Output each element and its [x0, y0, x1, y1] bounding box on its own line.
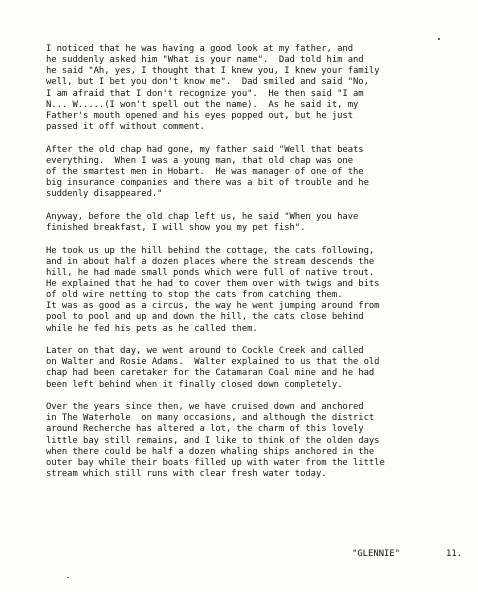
- text-line: pool to pool and up and down the hill, the cats close behind: [46, 312, 364, 323]
- paragraph: [46, 44, 471, 133]
- text-line: well, but I bet you don't know me". Dad smiled and said "No,: [46, 77, 369, 88]
- text-line: outer bay while their boats filled up with water from the little: [46, 457, 385, 468]
- text-line: and in about half a dozen places where the stream descends the: [46, 256, 375, 267]
- text-line: finished breakfast, I will show you my pet fish".: [46, 222, 306, 233]
- text-line: Later on that day, we went around to Cockle Creek and called: [46, 346, 364, 357]
- text-line: It was as good as a circus, the way he went jumping around from: [46, 301, 380, 312]
- text-line: suddenly disappeared.": [46, 189, 163, 200]
- body-text: [46, 44, 471, 492]
- text-line: been left behind when it finally closed down completely.: [46, 379, 343, 390]
- paragraph: [46, 212, 471, 234]
- text-line: He explained that he had to cover them over with twigs and bits: [46, 278, 380, 289]
- text-line: He took us up the hill behind the cottage, the cats following,: [46, 245, 375, 256]
- text-line: everything. When I was a young man, that old chap was one: [46, 155, 354, 166]
- text-line: around Recherche has altered a lot, the charm of this lovely: [46, 424, 364, 435]
- text-line: chap had been caretaker for the Catamaran Coal mine and he had: [46, 368, 375, 379]
- text-line: Over the years since then, we have cruised down and anchored: [46, 402, 364, 413]
- text-line: while he fed his pets as he called them.: [46, 323, 258, 334]
- paragraph: [46, 145, 471, 201]
- footer-title: "GLENNIE": [352, 549, 401, 559]
- text-line: After the old chap had gone, my father said "Well that beats: [46, 144, 364, 155]
- scan-speck: [438, 38, 440, 40]
- text-line: in The Waterhole on many occasions, and although the district: [46, 413, 375, 424]
- text-line: big insurance companies and there was a bit of trouble and he: [46, 178, 369, 189]
- paragraph: [46, 402, 471, 480]
- paragraph: [46, 246, 471, 335]
- text-line: when there could be half a dozen whaling ships anchored in the: [46, 446, 375, 457]
- text-line: he said "Ah, yes, I thought that I knew you, I knew your family: [46, 66, 380, 77]
- text-line: on Walter and Rosie Adams. Walter explained to us that the old: [46, 357, 380, 368]
- text-line: passed it off without comment.: [46, 122, 205, 133]
- text-line: little bay still remains, and I like to think of the olden days: [46, 435, 380, 446]
- text-line: Anyway, before the old chap left us, he said "When you have: [46, 211, 359, 222]
- text-line: of old wire netting to stop the cats from catching them.: [46, 290, 343, 301]
- page-number: 11.: [446, 549, 463, 559]
- text-line: N... W.....(I won't spell out the name). As he said it, my: [46, 99, 359, 110]
- scan-speck: [67, 577, 69, 578]
- text-line: I noticed that he was having a good look at my father, and: [46, 44, 354, 54]
- text-line: of the smartest men in Hobart. He was manager of one of the: [46, 166, 364, 177]
- text-line: hill, he had made small ponds which were full of native trout.: [46, 267, 375, 278]
- text-line: I am afraid that I don't recognize you". He then said "I am: [46, 88, 364, 99]
- text-line: stream which still runs with clear fresh water today.: [46, 469, 327, 480]
- text-line: Father's mouth opened and his eyes popped out, but he just: [46, 110, 354, 121]
- text-line: he suddenly asked him "What is your name". Dad told him and: [46, 55, 364, 66]
- paragraph: [46, 346, 471, 391]
